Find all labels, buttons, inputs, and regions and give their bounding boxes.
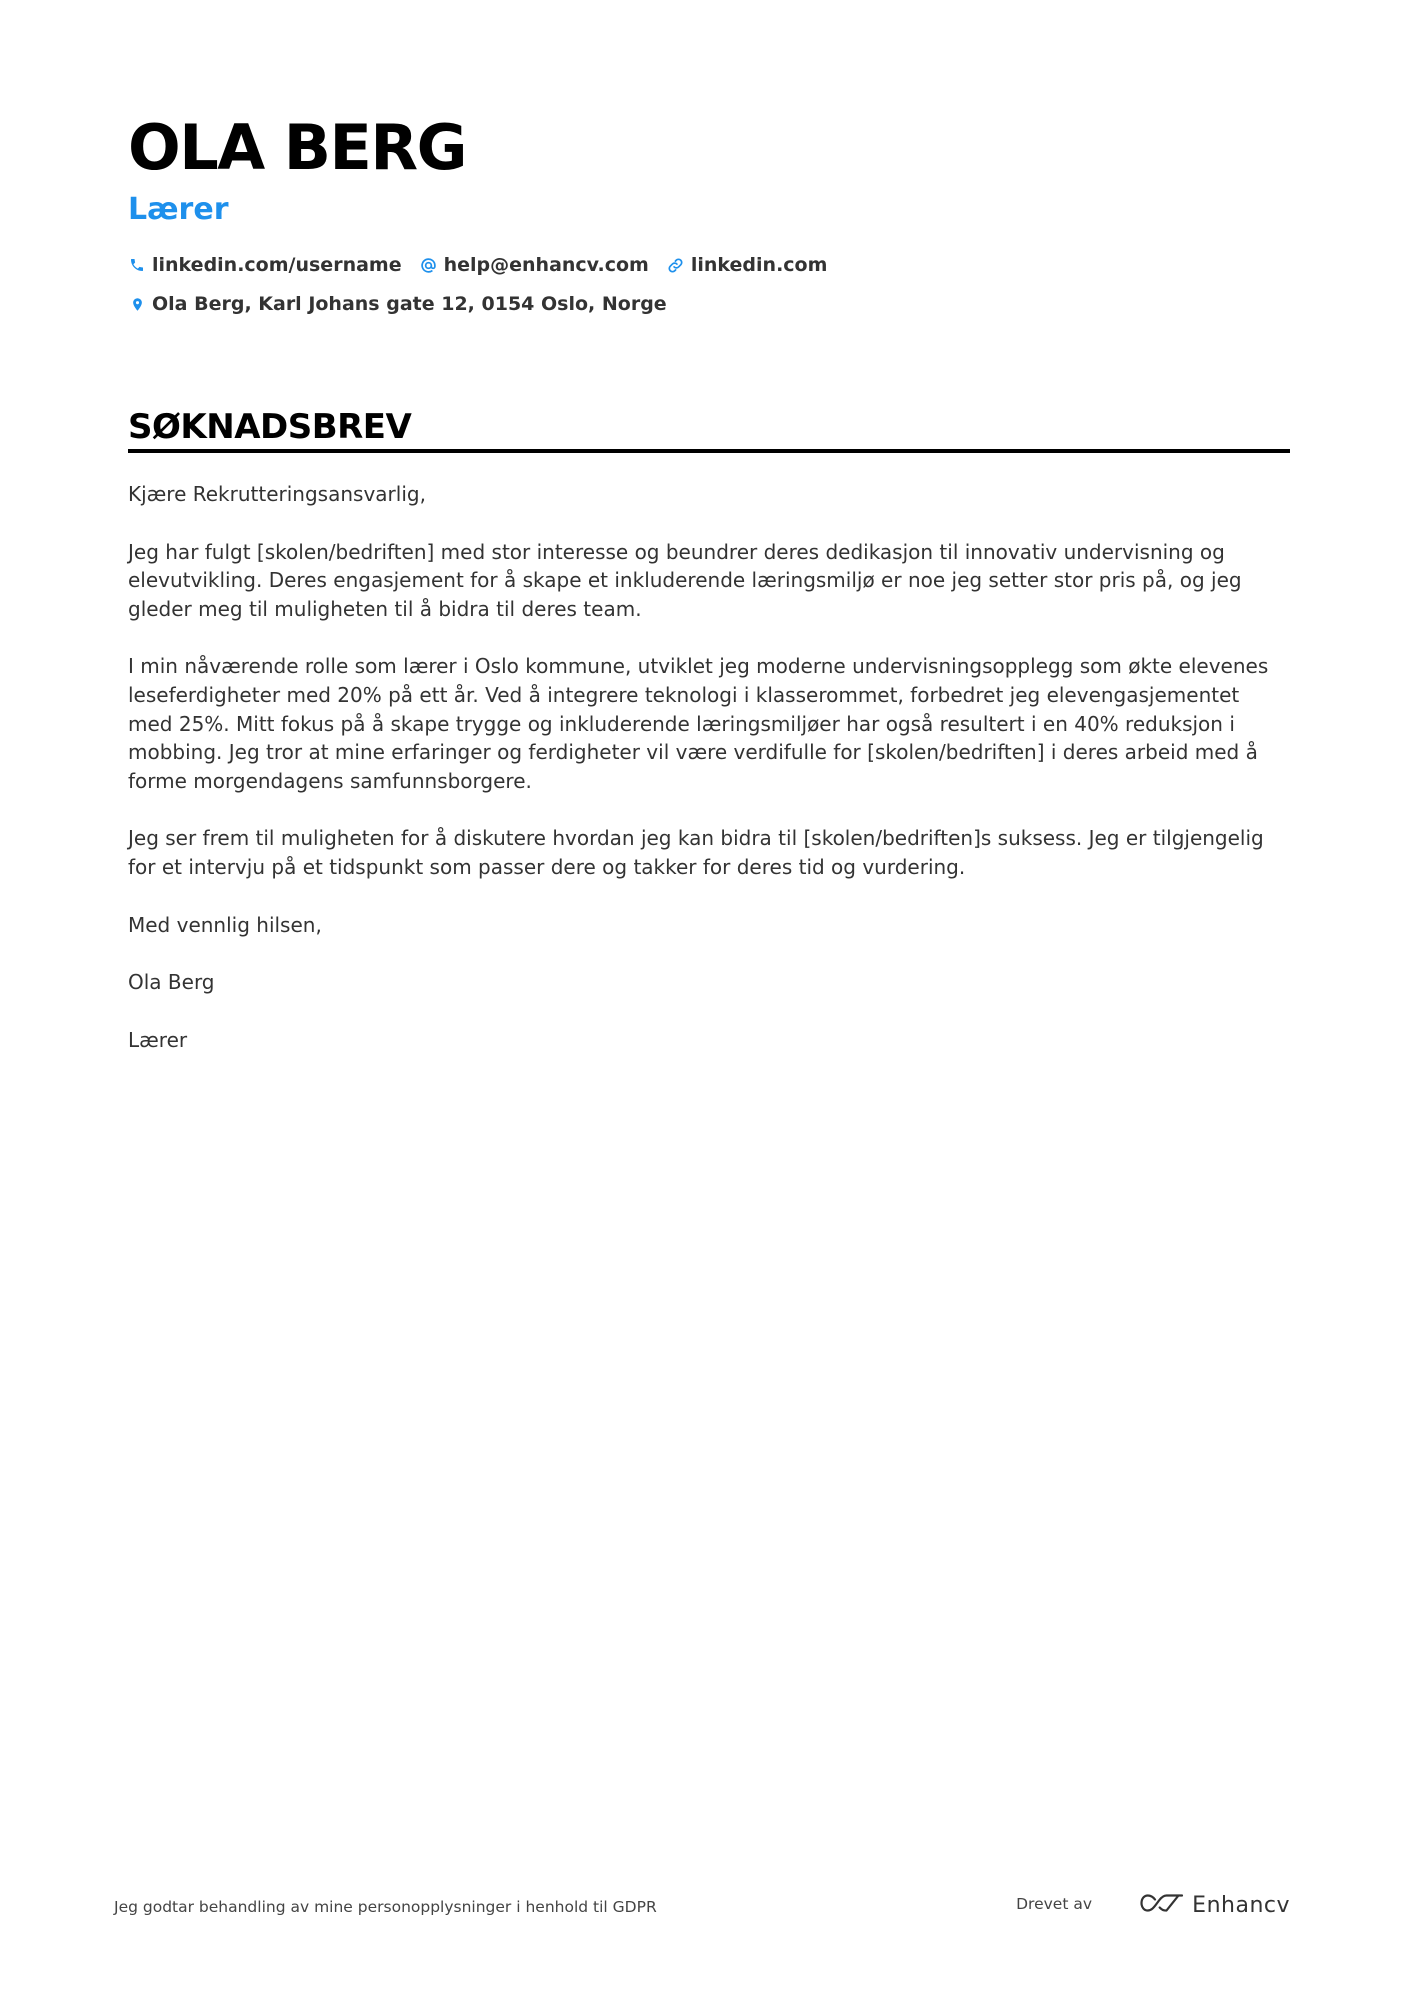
letter-paragraph: Jeg ser frem til muligheten for å diskutere hvordan jeg kan bidra til [skolen/bedriften]s suksess. Jeg er tilgjengelig for et intervju på et tidspunkt som passer dere og takker for deres tid og vurdering. xyxy=(128,826,1264,879)
phone-icon xyxy=(128,256,146,274)
powered-by-text: Drevet av xyxy=(1016,1895,1092,1913)
cover-letter-page xyxy=(128,0,1290,1995)
section-divider xyxy=(128,449,1290,453)
brand-name: Enhancv xyxy=(1192,1892,1290,1918)
letter-closing: Med vennlig hilsen, xyxy=(128,912,322,937)
letter-greeting: Kjære Rekrutteringsansvarlig, xyxy=(128,482,426,506)
section-title: SØKNADSBREV xyxy=(128,407,412,447)
at-icon xyxy=(420,256,438,274)
contact-phone-text[interactable]: linkedin.com/username xyxy=(152,254,402,276)
contact-link-text[interactable]: linkedin.com xyxy=(690,254,828,276)
letter-signature-name: Ola Berg xyxy=(128,970,215,995)
link-icon xyxy=(667,256,685,274)
applicant-name: OLA BERG xyxy=(128,111,467,184)
contact-address xyxy=(128,293,667,315)
contact-address-text: Ola Berg, Karl Johans gate 12, 0154 Oslo, Norge xyxy=(152,293,667,315)
contact-row-primary xyxy=(128,254,845,276)
letter-paragraph: I min nåværende rolle som lærer i Oslo kommune, utviklet jeg moderne undervisningsopplegg som økte elevenes leseferdigheter med 20% på ett år. Ved å integrere teknologi i klasserommet, forbedret jeg elevengasjementet med 25%. Mitt fokus på å skape trygge og inkluderende læringsmiljøer har også resultert i en 40% reduksjon i mobbing. Jeg tror at mine erfaringer og ferdigheter vil være verdifulle for [skolen/bedriften] i deres arbeid med å forme morgendagens samfunnsborgere. xyxy=(128,654,1269,793)
contact-link xyxy=(667,254,828,276)
location-pin-icon xyxy=(128,295,146,313)
letter-signature-role: Lærer xyxy=(128,1027,188,1052)
contact-row-secondary xyxy=(128,293,685,315)
letter-paragraph: Jeg har fulgt [skolen/bedriften] med stor interesse og beundrer deres dedikasjon til innovativ undervisning og elevutvikling. Deres engasjement for å skape et inkluderende læringsmiljø er noe jeg setter stor pris på, og jeg gleder meg til muligheten til å bidra til deres team. xyxy=(128,539,1242,621)
letter-body xyxy=(128,480,1290,1083)
applicant-role: Lærer xyxy=(128,192,229,227)
enhancv-logo-icon xyxy=(1138,1891,1184,1920)
page-footer xyxy=(114,1890,1290,1922)
gdpr-consent-text: Jeg godtar behandling av mine personopplysninger i henhold til GDPR xyxy=(114,1898,657,1916)
contact-email-text[interactable]: help@enhancv.com xyxy=(443,254,649,276)
contact-phone xyxy=(128,254,402,276)
contact-email xyxy=(420,254,649,276)
brand-logo[interactable] xyxy=(1138,1890,1290,1920)
